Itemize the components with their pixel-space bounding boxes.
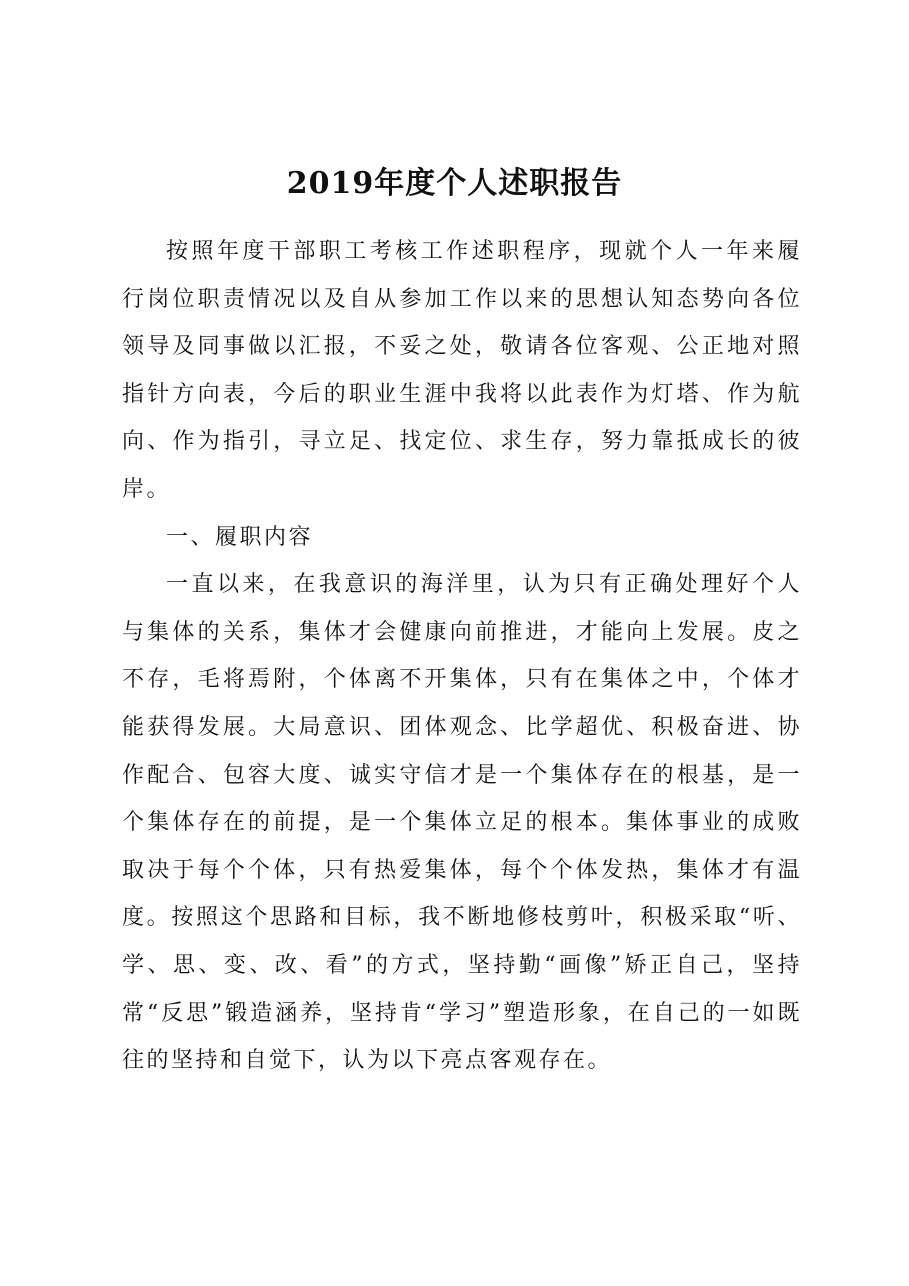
section-heading: 一、履职内容 (166, 524, 314, 550)
body-paragraph: 一直以来，在我意识的海洋里，认为只有正确处理好个人与集体的关系，集体才会健康向前推进，才能向上发展。皮之不存，毛将焉附，个体离不开集体，只有在集体之中，个体才能获得发展。大局意识、团体观念、比学超优、积极奋进、协作配合、包容大度、诚实守信才是一个集体存在的根基，是一个集体存在的前提，是一个集体立足的根本。集体事业的成败取决于每个个体，只有热爱集体，每个个体发热，集体才有温度。按照这个思路和目标，我不断地修枝剪叶，积极采取“听、学、思、变、改、看”的方式，坚持勤“画像”矫正自己，坚持常“反思”锻造涵养，坚持肯“学习”塑造形象，在自己的一如既往的坚持和自觉下，认为以下亮点客观存在。 (122, 572, 802, 1074)
document-body (122, 228, 802, 1085)
intro-paragraph: 按照年度干部职工考核工作述职程序，现就个人一年来履行岗位职责情况以及自从参加工作以来的思想认知态势向各位领导及同事做以汇报，不妥之处，敬请各位客观、公正地对照指针方向表，今后的职业生涯中我将以此表作为灯塔、作为航向、作为指引，寻立足、找定位、求生存，努力靠抵成长的彼岸。 (122, 239, 802, 502)
document-title: 2019年度个人述职报告 (286, 166, 623, 201)
